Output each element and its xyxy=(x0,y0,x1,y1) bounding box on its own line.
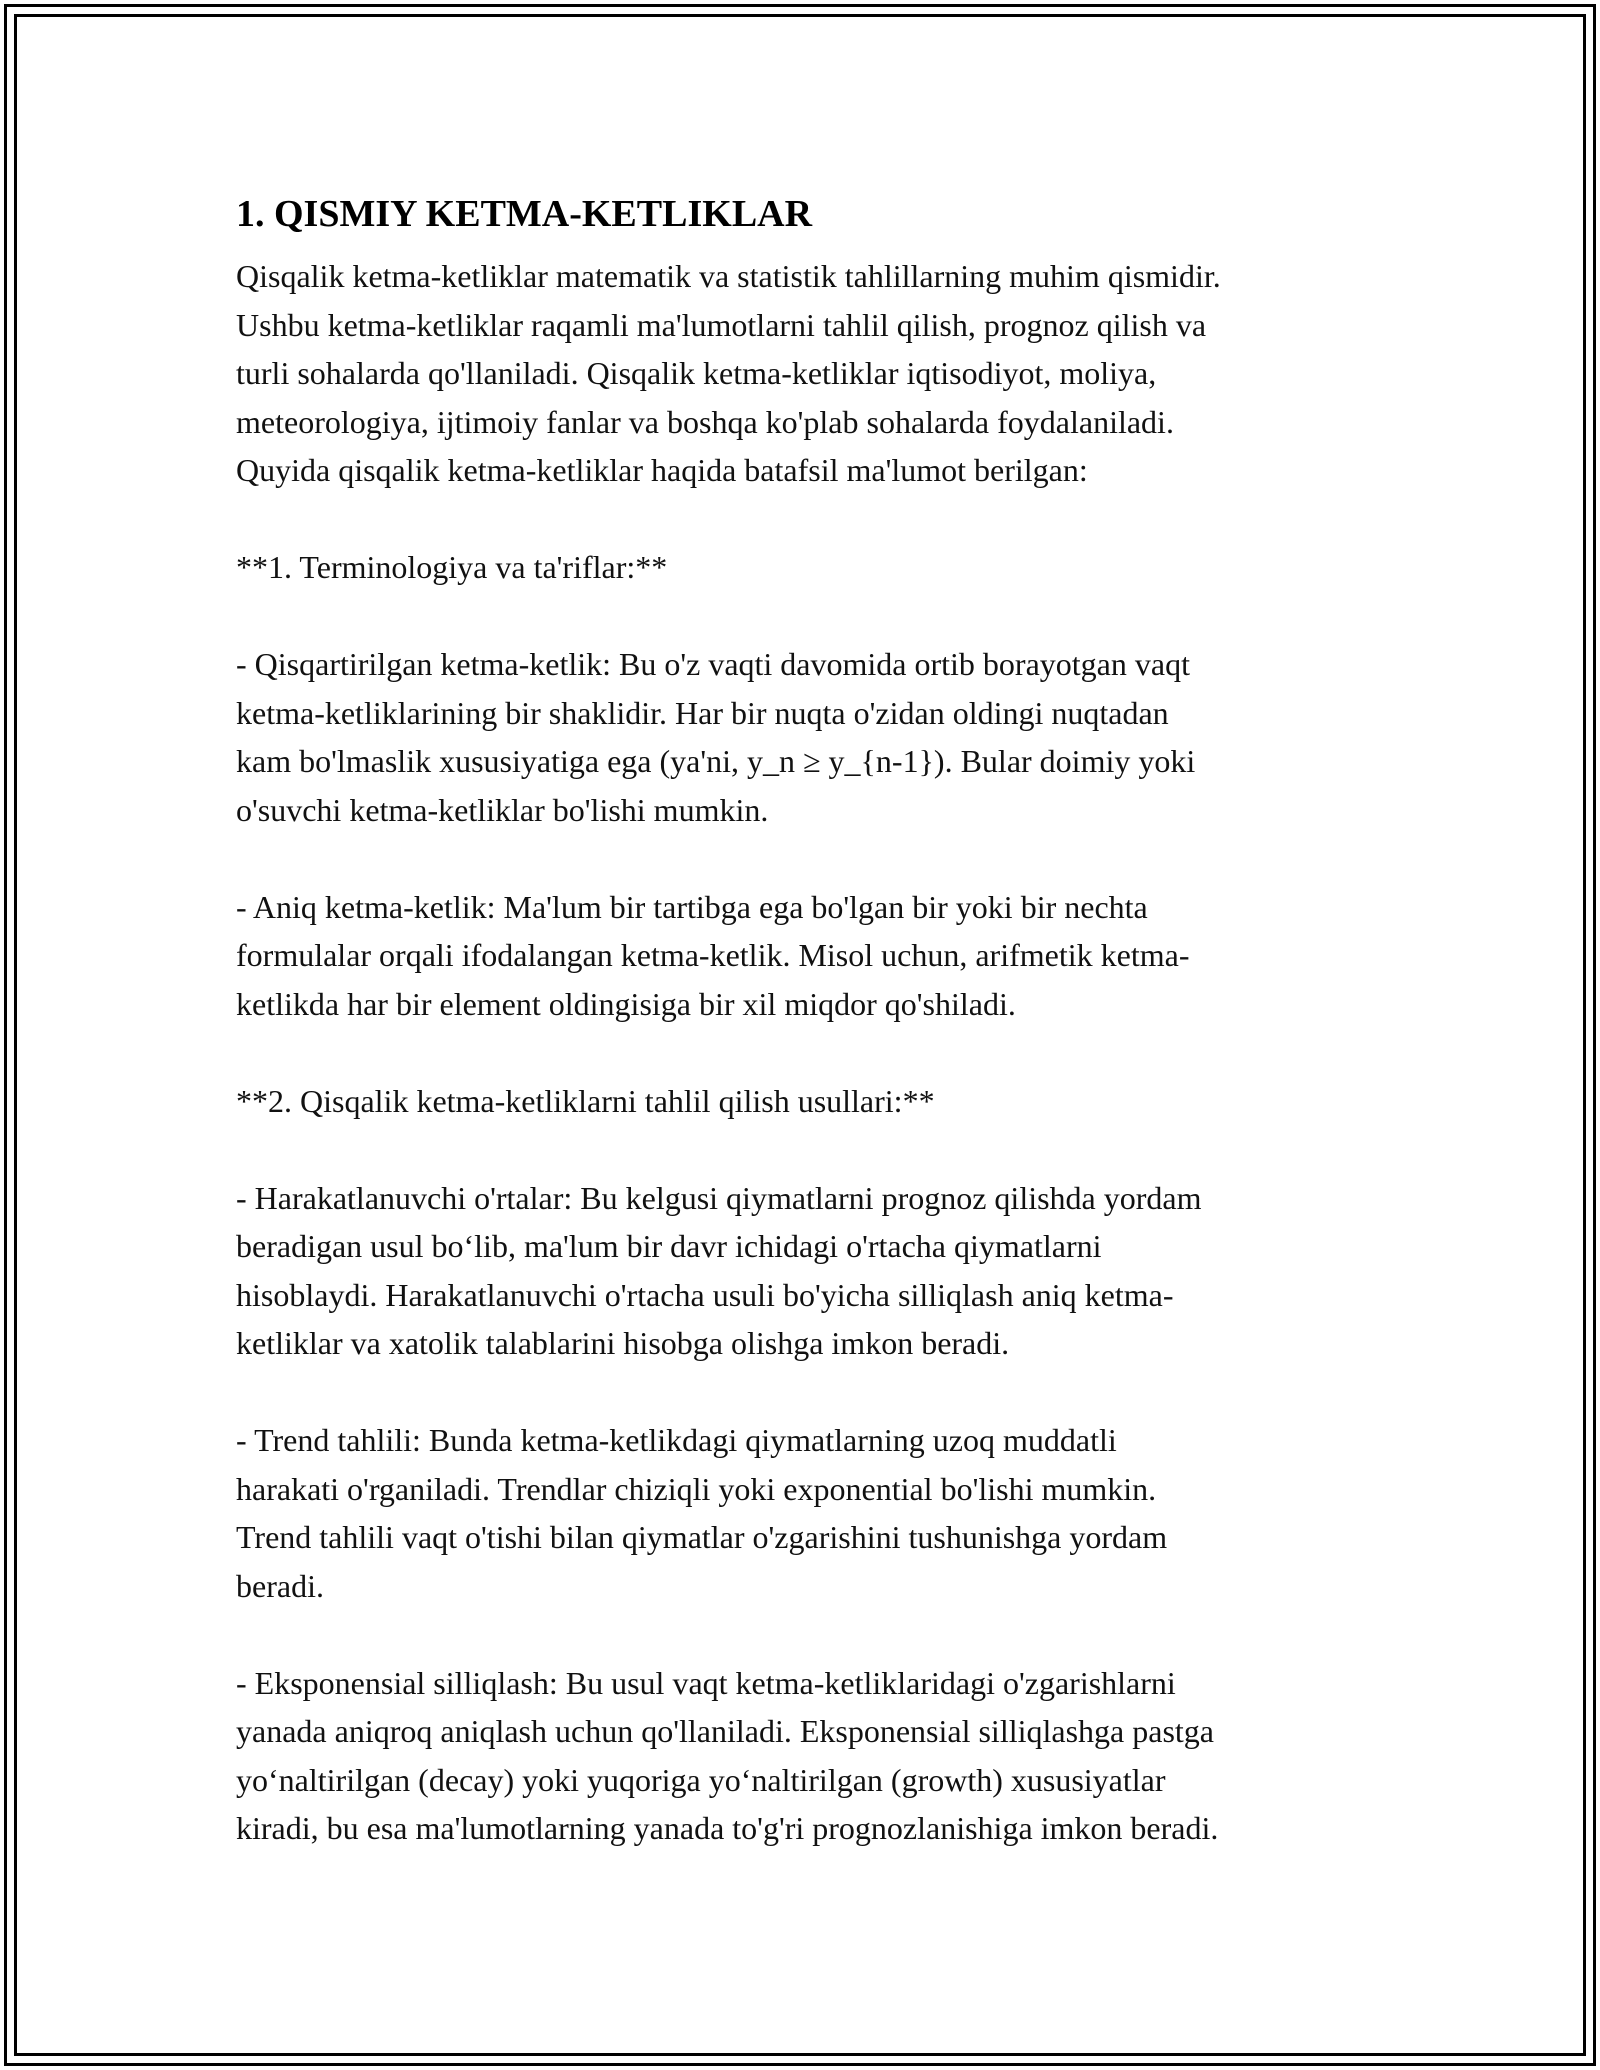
paragraph-qisqartirilgan xyxy=(236,640,1386,834)
text-line: - Eksponensial silliqlash: Bu usul vaqt ketma-ketliklaridagi o'zgarishlarni xyxy=(236,1664,1176,1701)
text-line: meteorologiya, ijtimoiy fanlar va boshqa ko'plab sohalarda foydalaniladi. xyxy=(236,403,1174,440)
text-line: - Aniq ketma-ketlik: Ma'lum bir tartibga ega bo'lgan bir yoki bir nechta xyxy=(236,888,1148,925)
text-line: o'suvchi ketma-ketliklar bo'lishi mumkin. xyxy=(236,791,769,828)
text-line: ketma-ketliklarining bir shaklidir. Har bir nuqta o'zidan oldingi nuqtadan xyxy=(236,694,1169,731)
section-heading-terminology xyxy=(236,543,1386,592)
text-line: ketlikda har bir element oldingisiga bir xil miqdor qo'shiladi. xyxy=(236,985,1016,1022)
text-line: **1. Terminologiya va ta'riflar:** xyxy=(236,549,668,585)
text-line: - Trend tahlili: Bunda ketma-ketlikdagi qiymatlarning uzoq muddatli xyxy=(236,1422,1117,1458)
text-line: yo‘naltirilgan (decay) yoki yuqoriga yo‘naltirilgan (growth) xususiyatlar xyxy=(236,1761,1166,1798)
paragraph-trend xyxy=(236,1416,1386,1610)
text-line: Trend tahlili vaqt o'tishi bilan qiymatlar o'zgarishini tushunishga yordam xyxy=(236,1519,1168,1555)
text-line: kiradi, bu esa ma'lumotlarning yanada to'g'ri prognozlanishiga imkon beradi. xyxy=(236,1810,1219,1846)
text-line: hisoblaydi. Harakatlanuvchi o'rtacha usuli bo'yicha silliqlash aniq ketma- xyxy=(236,1276,1174,1313)
paragraph-harakatlanuvchi xyxy=(236,1174,1386,1368)
text-line: - Qisqartirilgan ketma-ketlik: Bu o'z vaqti davomida ortib borayotgan vaqt xyxy=(236,646,1190,682)
text-line: Ushbu ketma-ketliklar raqamli ma'lumotlarni tahlil qilish, prognoz qilish va xyxy=(236,306,1207,343)
text-line: ketliklar va xatolik talablarini hisobga olishga imkon beradi. xyxy=(236,1325,1010,1361)
text-line: beradi. xyxy=(236,1567,324,1604)
document-title: 1. QISMIY KETMA-KETLIKLAR xyxy=(236,193,813,235)
text-line: **2. Qisqalik ketma-ketliklarni tahlil qilish usullari:** xyxy=(236,1082,935,1119)
text-line: Qisqalik ketma-ketliklar matematik va statistik tahlillarning muhim qismidir. xyxy=(236,258,1221,294)
paragraph-eksponensial xyxy=(236,1659,1386,1853)
document-body xyxy=(236,186,1386,1901)
text-line: kam bo'lmaslik xususiyatiga ega (ya'ni, y_n ≥ y_{n-1}). Bular doimiy yoki xyxy=(236,743,1196,779)
text-line: yanada aniqroq aniqlash uchun qo'llaniladi. Eksponensial silliqlashga pastga xyxy=(236,1713,1214,1749)
text-line: beradigan usul bo‘lib, ma'lum bir davr ichidagi o'rtacha qiymatlarni xyxy=(236,1228,1102,1264)
text-line: formulalar orqali ifodalangan ketma-ketlik. Misol uchun, arifmetik ketma- xyxy=(236,937,1190,973)
text-line: harakati o'rganiladi. Trendlar chiziqli yoki exponential bo'lishi mumkin. xyxy=(236,1470,1157,1507)
paragraph-aniq xyxy=(236,883,1386,1029)
text-line: - Harakatlanuvchi o'rtalar: Bu kelgusi qiymatlarni prognoz qilishda yordam xyxy=(236,1179,1202,1216)
paragraph-intro xyxy=(236,252,1386,495)
text-line: Quyida qisqalik ketma-ketliklar haqida batafsil ma'lumot berilgan: xyxy=(236,452,1088,488)
section-heading-methods xyxy=(236,1077,1386,1126)
text-line: turli sohalarda qo'llaniladi. Qisqalik ketma-ketliklar iqtisodiyot, moliya, xyxy=(236,355,1157,391)
